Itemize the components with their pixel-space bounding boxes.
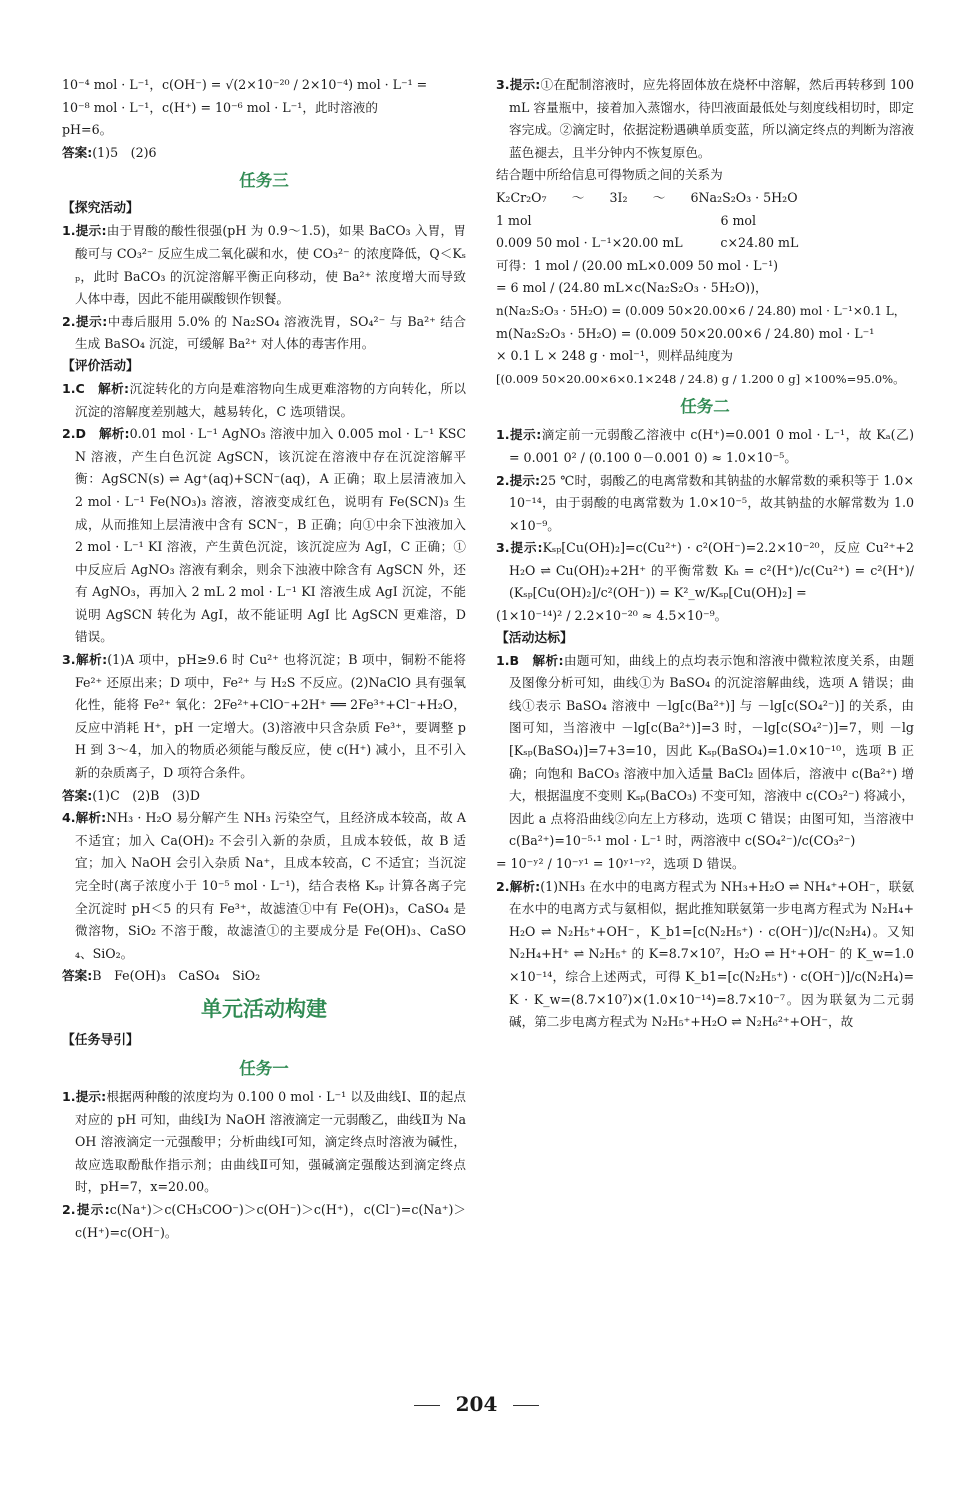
- item-text: 根据两种酸的浓度均为 0.100 0 mol · L⁻¹ 以及曲线Ⅰ、Ⅱ的起点对应的 pH 可知，曲线Ⅰ为 NaOH 溶液滴定一元弱酸乙，曲线Ⅱ为 NaOH 溶液滴定一元强酸甲；分析曲线Ⅰ可知，滴定终点时溶液为碱性，故应选取酚酞作指示剂；由曲线Ⅱ可知，强碱滴定强酸达到滴定终点时，pH=7，x=20.00。: [75, 1088, 466, 1195]
- right-column: [496, 74, 914, 1034]
- answer-line: [62, 965, 466, 988]
- item-text: c(Na⁺)＞c(CH₃COO⁻)＞c(OH⁻)＞c(H⁺)，c(Cl⁻)=c(Na⁺)＞c(H⁺)=c(OH⁻)。: [75, 1201, 466, 1240]
- text-line: 结合题中所给信息可得物质之间的关系为: [496, 167, 723, 183]
- item-label: 答案:: [62, 144, 93, 160]
- item-label: 3.提示:: [496, 77, 541, 92]
- footer-dash-left: [414, 1405, 440, 1406]
- question-item: [496, 650, 914, 853]
- item-label: 2.提示:: [62, 1201, 110, 1217]
- question-item: [496, 470, 914, 538]
- item-label: 2.D 解析:: [62, 426, 130, 442]
- item-label: 2.提示:: [62, 313, 108, 329]
- formula-line: × 0.1 L × 248 g · mol⁻¹，则样品纯度为: [496, 348, 734, 364]
- unit-heading: 单元活动构建: [201, 996, 327, 1021]
- item-text: (1)5 (2)6: [92, 144, 157, 160]
- item-label: 1.B 解析:: [496, 652, 564, 668]
- formula-line: m(Na₂S₂O₃ · 5H₂O) = (0.009 50×20.00×6 / 24.80) mol · L⁻¹: [496, 325, 875, 341]
- question-item: [62, 1086, 466, 1199]
- page-number: 204: [455, 1392, 498, 1416]
- footer-dash-right: [513, 1405, 539, 1406]
- item-text: NH₃ · H₂O 易分解产生 NH₃ 污染空气，且经济成本较高，故 A 不适宜；加入 Ca(OH)₂ 不会引入新的杂质，且成本较低，故 B 适宜；加入 NaOH 会引入杂质 Na⁺，且成本较高，C 不适宜；当沉淀完全时(离子浓度小于 10⁻⁵ mol · L⁻¹)，结合表格 Kₛₚ 计算各离子完全沉淀时 pH＜5 的只有 Fe³⁺，故滤渣①中有 Fe(OH)₃，CaSO₄ 是微溶物，SiO₂ 不溶于酸，故滤渣①的主要成分是 Fe(OH)₃、CaSO₄、SiO₂。: [75, 810, 466, 961]
- task-heading: 任务二: [680, 397, 730, 417]
- item-text: 中毒后服用 5.0% 的 Na₂SO₄ 溶液洗胃，SO₄²⁻ 与 Ba²⁺ 结合生成 BaSO₄ 沉淀，可缓解 Ba²⁺ 对人体的毒害作用。: [75, 313, 466, 352]
- left-column: [62, 74, 466, 1244]
- question-item: [496, 876, 914, 1034]
- formula-line: 10⁻⁸ mol · L⁻¹，c(H⁺) = 10⁻⁶ mol · L⁻¹，此时溶液的: [62, 99, 378, 115]
- item-text: B Fe(OH)₃ CaSO₄ SiO₂: [92, 968, 261, 984]
- question-item: [62, 649, 466, 785]
- section-heading: 【任务导引】: [62, 1032, 139, 1048]
- item-text: 由于胃酸的酸性很强(pH 为 0.9～1.5)，如果 BaCO₃ 入胃，胃酸可与 CO₃²⁻ 反应生成二氧化碳和水，使 CO₃²⁻ 的浓度降低，Q＜Kₛₚ，此时 BaCO₃ 的沉淀溶解平衡正向移动，使 Ba²⁺ 浓度增大而导致人体中毒，因此不能用碳酸钡作钡餐。: [75, 223, 466, 307]
- answer-line: [62, 142, 466, 165]
- formula-line: 0.009 50 mol · L⁻¹×20.00 mL c×24.80 mL: [496, 235, 799, 251]
- task-heading: 任务一: [239, 1058, 289, 1078]
- item-label: 3.解析:: [62, 652, 108, 668]
- item-text: ①在配制溶液时，应先将固体放在烧杯中溶解，然后再转移到 100 mL 容量瓶中，接着加入蒸馏水，待凹液面最低处与刻度线相切时，即定容完成。②滴定时，依据淀粉遇碘单质变蓝，所以滴定终点的判断为溶液蓝色褪去，且半分钟内不恢复原色。: [509, 77, 914, 160]
- item-text: (1)C (2)B (3)D: [92, 787, 200, 803]
- question-item: [496, 74, 914, 164]
- item-label: 答案:: [62, 968, 93, 984]
- item-text: (1)A 项中，pH≥9.6 时 Cu²⁺ 也将沉淀；B 项中，铜粉不能将 Fe²⁺ 还原出来；D 项中，Fe²⁺ 与 H₂S 不反应。(2)NaClO 具有强氧化性，能将 Fe²⁺ 氧化：2Fe²⁺+ClO⁻+2H⁺ ══ 2Fe³⁺+Cl⁻+H₂O，反应中消耗 H⁺，pH 一定增大。(3)溶液中只含杂质 Fe³⁺，要调整 pH 到 3～4，加入的物质必须能与酸反应，使 c(H⁺) 减小，且不引入新的杂质离子，D 项符合条件。: [75, 652, 466, 781]
- item-text: 由题可知，曲线上的点均表示饱和溶液中微粒浓度关系，由题及图像分析可知，曲线①为 BaSO₄ 的沉淀溶解曲线，选项 A 错误；曲线①表示 BaSO₄ 溶液中 －lg[c(Ba²⁺)] 与 －lg[c(SO₄²⁻)] 的关系，由图可知，当溶液中 －lg[c(Ba²⁺)]=3 时，－lg[c(SO₄²⁻)]=7，则 －lg[Kₛₚ(BaSO₄)]=7+3=10，因此 Kₛₚ(BaSO₄)=1.0×10⁻¹⁰，选项 B 正确；向饱和 BaCO₃ 溶液中加入适量 BaCl₂ 固体后，溶液中 c(Ba²⁺) 增大，根据温度不变则 Kₛₚ(BaCO₃) 不变可知，溶液中 c(CO₃²⁻) 将减小，因此 a 点将沿曲线②向左上方移动，选项 C 错误；由图可知，当溶液中 c(Ba²⁺)=10⁻⁵·¹ mol · L⁻¹ 时，两溶液中 c(SO₄²⁻)/c(CO₃²⁻): [509, 652, 914, 849]
- formula-line: n(Na₂S₂O₃ · 5H₂O) = (0.009 50×20.00×6 / 24.80) mol · L⁻¹×0.1 L，: [496, 303, 906, 318]
- question-item: [62, 378, 466, 423]
- item-text: Kₛₚ[Cu(OH)₂]=c(Cu²⁺) · c²(OH⁻)=2.2×10⁻²⁰，反应 Cu²⁺+2H₂O ⇌ Cu(OH)₂+2H⁺ 的平衡常数 Kₕ = c²(H⁺)/c(Cu²⁺) = c²(H⁺)/(Kₛₚ[Cu(OH)₂]/c²(OH⁻)) = K²_w/Kₛₚ[Cu(OH)₂] =: [509, 540, 915, 601]
- formula-line: (1×10⁻¹⁴)² / 2.2×10⁻²⁰ ≈ 4.5×10⁻⁹。: [496, 608, 728, 624]
- item-label: 答案:: [62, 787, 93, 803]
- item-label: 1.提示:: [62, 1088, 107, 1104]
- item-text: 25 ℃时，弱酸乙的电离常数和其钠盐的水解常数的乘积等于 1.0×10⁻¹⁴，由于弱酸的电离常数为 1.0×10⁻⁵，故其钠盐的水解常数为 1.0×10⁻⁹。: [509, 472, 914, 533]
- item-text: 0.01 mol · L⁻¹ AgNO₃ 溶液中加入 0.005 mol · L⁻¹ KSCN 溶液，产生白色沉淀 AgSCN，该沉淀在溶液中存在沉淀溶解平衡：AgSCN(s) ⇌ Ag⁺(aq)+SCN⁻(aq)，A 正确；取上层清液加入 2 mol · L⁻¹ Fe(NO₃)₃ 溶液，溶液变成红色，说明有 Fe(SCN)₃ 生成，从而推知上层清液中含有 SCN⁻，B 正确；向①中余下浊液加入 2 mol · L⁻¹ KI 溶液，产生黄色沉淀，该沉淀应为 AgI，C 正确；①中反应后 AgNO₃ 溶液有剩余，则余下浊液中除含有 AgSCN 外，还有 AgNO₃，再加入 2 mL 2 mol · L⁻¹ KI 溶液生成 AgI 沉淀，不能说明 AgSCN 转化为 AgI，故不能证明 AgI 比 AgSCN 更难溶，D 错误。: [75, 426, 466, 645]
- question-item: [62, 807, 466, 965]
- formula-line: 10⁻⁴ mol · L⁻¹，c(OH⁻) = √(2×10⁻²⁰ / 2×10⁻⁴) mol · L⁻¹ =: [62, 77, 428, 92]
- item-label: 1.C 解析:: [62, 380, 130, 396]
- section-heading: 【活动达标】: [496, 630, 573, 646]
- item-label: 2.提示:: [496, 472, 541, 488]
- question-item: [62, 220, 466, 310]
- formula-line: 1 mol 6 mol: [496, 212, 757, 228]
- item-label: 2.解析:: [496, 878, 541, 894]
- item-label: 1.提示:: [496, 427, 542, 443]
- formula-line: = 6 mol / (24.80 mL×c(Na₂S₂O₃ · 5H₂O))，: [496, 280, 768, 296]
- question-item: [496, 424, 914, 469]
- formula-line: K₂Cr₂O₇ ～ 3I₂ ～ 6Na₂S₂O₃ · 5H₂O: [496, 189, 798, 205]
- formula-line: 可得：1 mol / (20.00 mL×0.009 50 mol · L⁻¹): [496, 257, 779, 273]
- question-item: [62, 311, 466, 356]
- task-heading: 任务三: [239, 171, 289, 191]
- formula-line: [(0.009 50×20.00×6×0.1×248 / 24.8) g / 1.200 0 g] ×100%=95.0%。: [496, 371, 905, 386]
- item-text: (1)NH₃ 在水中的电离方程式为 NH₃+H₂O ⇌ NH₄⁺+OH⁻，联氨在水中的电离方式与氨相似，据此推知联氨第一步电离方程式为 N₂H₄+H₂O ⇌ N₂H₅⁺+OH⁻，K_b1=[c(N₂H₅⁺) · c(OH⁻)]/c(N₂H₄)。又知 N₂H₄+H⁺ ⇌ N₂H₅⁺ 的 K=8.7×10⁷，H₂O ⇌ H⁺+OH⁻ 的 K_w=1.0×10⁻¹⁴，综合上述两式，可得 K_b1=[c(N₂H₅⁺) · c(OH⁻)]/c(N₂H₄)=K · K_w=(8.7×10⁷)×(1.0×10⁻¹⁴)=8.7×10⁻⁷。因为联氨为二元弱碱，第二步电离方程式为 N₂H₅⁺+H₂O ⇌ N₂H₆²⁺+OH⁻，故: [509, 878, 914, 1030]
- question-item: [496, 537, 914, 605]
- item-label: 1.提示:: [62, 223, 107, 239]
- question-item: [62, 423, 466, 649]
- section-heading: 【探究活动】: [62, 201, 139, 217]
- answer-line: [62, 785, 466, 808]
- text-line: pH=6。: [62, 122, 113, 138]
- section-heading: 【评价活动】: [62, 358, 139, 374]
- item-label: 3.提示:: [496, 540, 543, 556]
- question-item: [62, 1199, 466, 1244]
- formula-line: = 10⁻ʸ² / 10⁻ʸ¹ = 10ʸ¹⁻ʸ²，选项 D 错误。: [496, 856, 745, 871]
- item-text: 沉淀转化的方向是难溶物向生成更难溶物的方向转化，所以沉淀的溶解度差别越大，越易转化，C 选项错误。: [75, 380, 467, 419]
- item-text: 滴定前一元弱酸乙溶液中 c(H⁺)=0.001 0 mol · L⁻¹，故 Kₐ(乙) = 0.001 0² / (0.100 0－0.001 0) ≈ 1.0×10⁻⁵。: [509, 427, 914, 465]
- page-footer: [0, 1392, 953, 1416]
- item-label: 4.解析:: [62, 810, 107, 826]
